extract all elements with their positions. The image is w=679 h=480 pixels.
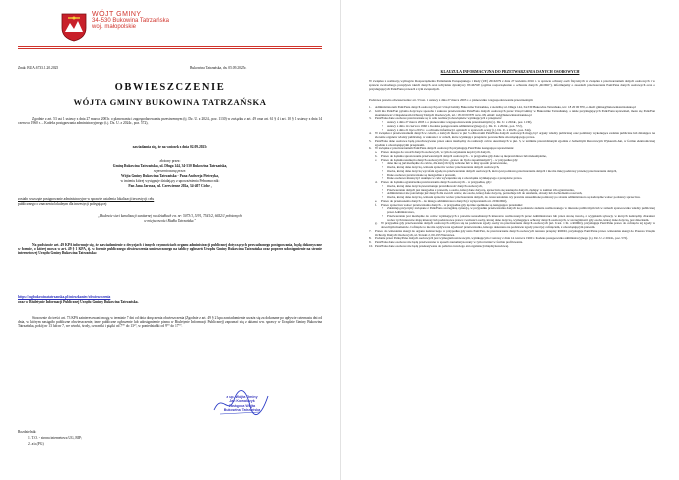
- clause-lead: Podstawa prawna obwieszczenia: art. 53 ust. 1 ustawy z dnia 27 marca 2003 r. o planowaniu i zagospodarowaniu przestrzennym: [369, 98, 533, 102]
- distribution-item-2: 2. a/a.(PG): [28, 442, 44, 446]
- header-divider: [18, 46, 322, 47]
- clause-title: KLAUZULA INFORMACYJNA DO PRZETWARZANIA DANYCH OSOBOWYCH: [440, 70, 580, 74]
- clause-bullet: • Przetwarzanie jest niezbędne do celów wynikających z prawnie uzasadnionych interesów realizowanych przez Administratora lub przez stronę trzecią, z wyjątkiem sytuacji, w których nadrzędny charakter wobec tych interesów mają interesy lub podstawowe prawa i wolności osoby, której dane dotyczą, wymagające ochrony danych osobowych, w szczególności gdy osoba, której dane dotyczą, jest dzieckiem.: [382, 213, 655, 222]
- clause-items: [369, 106, 655, 249]
- investment-quote-line1: „Budowie sieci kanalizacji sanitarnej na działkach ew. nr: 5073/1, 5/91, 7541/2, 6652/1 położonych: [97, 214, 243, 218]
- clause-bullet: • Osoba, której dane dotyczą kwestionuje prawidłowość danych osobowych,: [382, 183, 483, 188]
- clause-subitem: b. Prawo do żądania sprostowania przetwarzanych danych osobowych – w przypadku gdy dane są nieprawidłowe lub niekompletne,: [375, 153, 547, 158]
- bulletin-url-line: [18, 295, 110, 299]
- investment-quote-line2: w miejscowości Białka Tatrzańska.": [144, 219, 196, 223]
- signature-line3: Zastępca Wójta: [228, 403, 256, 408]
- org-line3: woj. małopolskie: [92, 24, 137, 30]
- clause-item: 6. W związku z przetwarzaniem Pani/Pana danych osobowych przysługują Pani/Panu następujące uprawnienia:: [369, 146, 515, 151]
- clause-subitem: e. Prawo do przenoszenia danych – do innego administratora danych (z wyłączeniem art. 20 RODO),: [375, 198, 508, 203]
- bulletin-url-tail: oraz w Biuletynie Informacji Publicznej Urzędu Gminy Bukowina Tatrzańska.: [18, 300, 139, 304]
- clause-item: 5. Pani/Pana dane osobowe będą przechowywane przez okres niezbędny do realizacji celów określonych w pkt. 3, w terminie przewidzianym zgodnie z Jednolitym Rzeczowym Wykazem Akt, w formie elektronicznej zgodnie z obowiązującymi przepisami.: [369, 138, 655, 147]
- closing-paragraph: Stosownie do treści art. 73 KPA zainteresowani mogą w terminie 7 dni od dnia doręczenia obwieszczenia (Zgodnie z art. 49 § 2 kpa zawiadomienie uważa się za dokonane po upływie czternastu dni od dnia, w którym nastąpiło publiczne obwieszczenie, inne publiczne ogłoszenie lub udostępnienie pisma w Biuletynie Informacji Publicznej) zapoznać się z aktami ww. sprawy w Urzędzie Gminy Bukowina Tatrzańska, pokój nr 13 lub nr 7, we wtorki, środy, czwartki i piątki od 7⁰⁰ do 13³⁰, w poniedziałki od 9⁰⁰ do 17⁰⁰.: [18, 316, 322, 329]
- clause-bullet: • Zaistnieją przyczyny związane z Pani/Pana szczególną sytuacją, w przypadku przetwarzania danych na podstawie zadania realizowanego w interesie publicznym lub w ramach sprawowania władzy publicznej przez Administratora,: [382, 206, 655, 214]
- distribution-item-1: 1. T.O. - strona internetowa UG, BIP;: [28, 436, 82, 440]
- clause-bullet: • dane nie są już niezbędne do celów, dla których były zebrane lub w inny sposób przetwarzane,: [382, 161, 508, 166]
- applicant-label: złożony przez:: [159, 159, 181, 163]
- signature-line2: Jan Kowalczyk: [229, 399, 255, 404]
- legal-basis-paragraph: Zgodnie z art. 53 ust 1 ustawy z dnia 27 marca 2003r. o planowaniu i zagospodarowaniu przestrzennym (tj. Dz. U. z 2024., poz. 1130) w związku z art. 49 oraz art. 61 § 4 i art. 10 § 1 ustawy z dnia 14 czerwca 1960 r. – Kodeks postępowania administracyjnego (t.j. Dz. U. z 2024r., poz. 572),: [18, 117, 322, 126]
- proceeding-line2: publicznego o znaczeniu lokalnym dla inwestycji polegającej:: [18, 202, 108, 206]
- reference-number: Znak: BUA.6733.1.20.2025: [18, 66, 59, 70]
- clause-subitem: a. Prawo dostępu do swoich danych osobowych, w tym do uzyskania kopii tych danych,: [375, 150, 491, 154]
- proceeding-line1: [18, 197, 154, 201]
- proxy-name: Pan Jana Jarosza, ul. Czerwienne 202a, 34-407 Ciche ,: [128, 184, 212, 188]
- signature-stamp: [222, 395, 262, 413]
- clause-bullet: • ustawy z dnia 27 marca 2003 r. o planowaniu i zagospodarowaniu przestrzennym (t.j. Dz. U. z 2024r., poz. 1130),: [382, 120, 533, 124]
- clause-item: 10. Pani/Pana dane osobowe nie będą przekazywane do państwa trzeciego ani organizacji międzynarodowej.: [369, 243, 509, 248]
- clause-bullet: • Osoba, której dane dotyczą, wniosła sprzeciw wobec przetwarzania danych osobowych,: [382, 165, 500, 169]
- proxy-label: w imieniu której występuje działający z upoważnienia Pełnomocnik:: [120, 179, 220, 183]
- clause-bullet: • Przetwarzanie danych jest niezgodne z prawem, a osoba, której dane dotyczą, sprzeciwia się usunięciu danych, żądając w zamian ich ograniczenia,: [382, 187, 575, 192]
- clause-item: 8. Podanie przez Panią/Pana danych osobowych jest wymogiem ustawowym, wynikającym z: ustawy z dnia 14 czerwca 1960 r. Kodeks postępowania administracyjnego (t.j. Dz. U. z 2024r., poz. 572).: [369, 236, 628, 241]
- clause-subitem: c. Prawo do żądania usunięcia danych osobowych (tzw. „prawo do bycia zapomnianym") – w przypadku gdy:: [375, 157, 519, 162]
- bulletin-url-link[interactable]: https://ugbukowinatatrzanska.pl/mieszkaniec/obwieszczenia: [18, 295, 111, 299]
- clause-subitem: g. W przypadku gdy przetwarzanie danych osobowych odbywa się na podstawie zgody osoby na przetwarzanie danych osobowych (art. 6 ust. 1 lit. a RODO), przysługuje Pani/Panu prawo do cofnięcia tej zgody w dowolnym momencie. Cofnięcie to nie ma wpływu na zgodność przetwarzania, którego dokonano na podstawie zgody przed jej cofnięciem, z obowiązującym prawem.: [375, 221, 655, 229]
- clause-bullet: • ustawy z dnia 21 lipca 2015 r. o ochronie informacji i opiniach w sprawach oceny (t.j. Dz. U. z 2023r., poz. 344).: [382, 127, 532, 132]
- notification-line: zawiadamia się, że na wniosek z dnia 02.09.2025:: [132, 145, 208, 149]
- representative-name: Wójta Gminy Bukowina Tatrzańska - Pana Andrzeja Pietrzyka,: [120, 174, 220, 178]
- clause-bullet: • Osoba, której dane dotyczą wycofała zgodę na przetwarzanie danych osobowych, która jest podstawą przetwarzania danych i nie ma innej podstawy prawnej przetwarzania danych,: [382, 168, 618, 173]
- clause-item: 4. W związku z przetwarzaniem danych w celach, o których mowa w pkt 3 odbiorcami Pani/Pana danych osobowych mogą być organy władzy publicznej oraz podmioty wykonujące zadania publiczne lub działające na zlecenie organów władzy publicznej, w zakresie i w celach, które wynikają z przepisów powszechnie obowiązującego prawa.: [369, 131, 655, 139]
- document-title: OBWIESZCZENIE: [114, 82, 226, 93]
- clause-subitem: f. Prawo sprzeciwu wobec przetwarzania danych – w przypadku gdy łącznie spełnione są następujące przesłanki:: [375, 202, 523, 207]
- rodo-clause-page: [341, 0, 679, 480]
- applicant-name: Gminę Bukowina Tatrzańska, ul. Długa 144, 34-530 Bukowina Tatrzańska,: [112, 164, 228, 168]
- clause-bullet: • ustawy z dnia 14 czerwca 1960 r. Kodeks postępowania administracyjnego (t.j. Dz. U. z 2024r., poz. 572),: [382, 123, 523, 128]
- place-date: Bukowina Tatrzańska, dn. 05.09.2025r.: [190, 66, 247, 70]
- distribution-title: Rozdzielnik:: [18, 430, 37, 434]
- signature-line1: z up. Wójta Gminy: [226, 395, 258, 399]
- org-line2: 34-530 Bukowina Tatrzańska: [92, 18, 169, 24]
- header-divider-second: [18, 48, 322, 49]
- clause-subitem: d. Prawo do żądania ograniczenia przetwarzania danych osobowych – w przypadku, gdy:: [375, 180, 492, 184]
- clause-intro: W związku z realizacją wymogów Rozporządzenia Parlamentu Europejskiego i Rady (UE) 2016/679 z dnia 27 kwietnia 2016 r. w sprawie ochrony osób fizycznych w związku z przetwarzaniem danych osobowych i w sprawie swobodnego przepływu takich danych oraz uchylenia dyrektywy 95/46/WE (ogólne rozporządzenie o ochronie danych „RODO"), informujemy o zasadach przetwarzania Pani/Pana danych osobowych oraz o przysługujących Pani/Panu prawach z tym związanych.: [369, 79, 655, 91]
- signature-line4: Bukowina Tatrzańska: [223, 408, 261, 413]
- clause-bullet: • Administrator nie potrzebuje już danych dla swoich celów, ale osoba, której dane dotyczą, potrzebuje ich do ustalenia, obrony lub dochodzenia roszczeń,: [382, 191, 583, 196]
- org-line1: WÓJT GMINY: [92, 11, 142, 18]
- clause-bullet: • Dane osobowe przetwarzane są niezgodnie z prawem,: [382, 172, 456, 177]
- document-subtitle: WÓJTA GMINY BUKOWINA TATRZAŃSKA: [73, 97, 267, 107]
- clause-item: 1. Administratorem Pani/Pana danych osobowych jest: Urząd Gminy Bukowina Tatrzańska, z siedzibą: ul. Długa 144, 34-530 Bukowina Tatrzańska, tel.: 18 20 00 870, e-mail: gmina@bukowinatatrzanska.pl: [369, 105, 636, 109]
- org-header: [92, 12, 169, 30]
- clause-item: 9. Pani/Pana dane osobowe nie będą przetwarzane w sposób zautomatyzowany w tym również w formie profilowania.: [369, 240, 523, 244]
- kpa-info-paragraph: Na podstawie art. 49 KPA informuje się, że zawiadomienie o decyzjach i innych czynnościach organu administracji publicznej dotyczących prowadzonego postępowania, będą dokonywane w formie, o której mowa w art. 49 § 1 KPA, tj. w formie publicznego obwieszczenia umieszczonego na tablicy ogłoszeń Urzędu Gminy Bukowina Tatrzańska oraz poprzez udostępnienie na stronie internetowej Urzędu Gminy Bukowina Tatrzańska:: [18, 243, 322, 256]
- clause-bullet: • Osoba, której dane dotyczą, wniosła sprzeciw wobec przetwarzania danych, do czasu ustalenia czy prawnie uzasadnione podstawy po stronie administratora są nadrzędne wobec podstawy sprzeciwu.: [382, 195, 641, 199]
- clause-item: 7. Prawo do wniesienia skargi do organu nadzorczego w przypadku gdy uzna Pani/Pan, że przetwarzanie danych osobowych narusza przepisy RODO, przysługuje Pani/Panu prawo wniesienia skargi do Prezesa Urzędu Ochrony Danych Osobowych, ul. Stawki 2, 00-193 Warszawa.: [369, 228, 655, 237]
- gmina-crest-icon: [60, 12, 88, 42]
- represented-by-label: reprezentowaną przez:: [153, 169, 187, 173]
- clause-item: 2. Jeśli ma Pani/Pan pytania dotyczące sposobu i zakresu przetwarzania Pani/Pana danych osobowych przez Urząd Gminy w Bukowinie Tatrzańskiej, a także przysługujących Pani/Panu uprawnień, może się Pani/Pan skontaktować z Inspektorem Ochrony Danych Osobowych, tel.: 18 20 00 870 wew. 68, email: iod@bukowinatatrzanska.pl: [369, 108, 655, 117]
- proceeding-text: zostało wszczęte postępowanie administracyjne w sprawie ustalenia lokalizacji inwestycji celu: [18, 197, 155, 201]
- clause-item: 3. Pani/Pana dane osobowe przetwarzane są w celu realizacji obowiązków wynikających z przepisów:: [369, 116, 503, 121]
- clause-bullet: • Dane osobowe muszą być usunięte w celu wywiązania się z obowiązku wynikającego z przepisów prawa.: [382, 176, 523, 181]
